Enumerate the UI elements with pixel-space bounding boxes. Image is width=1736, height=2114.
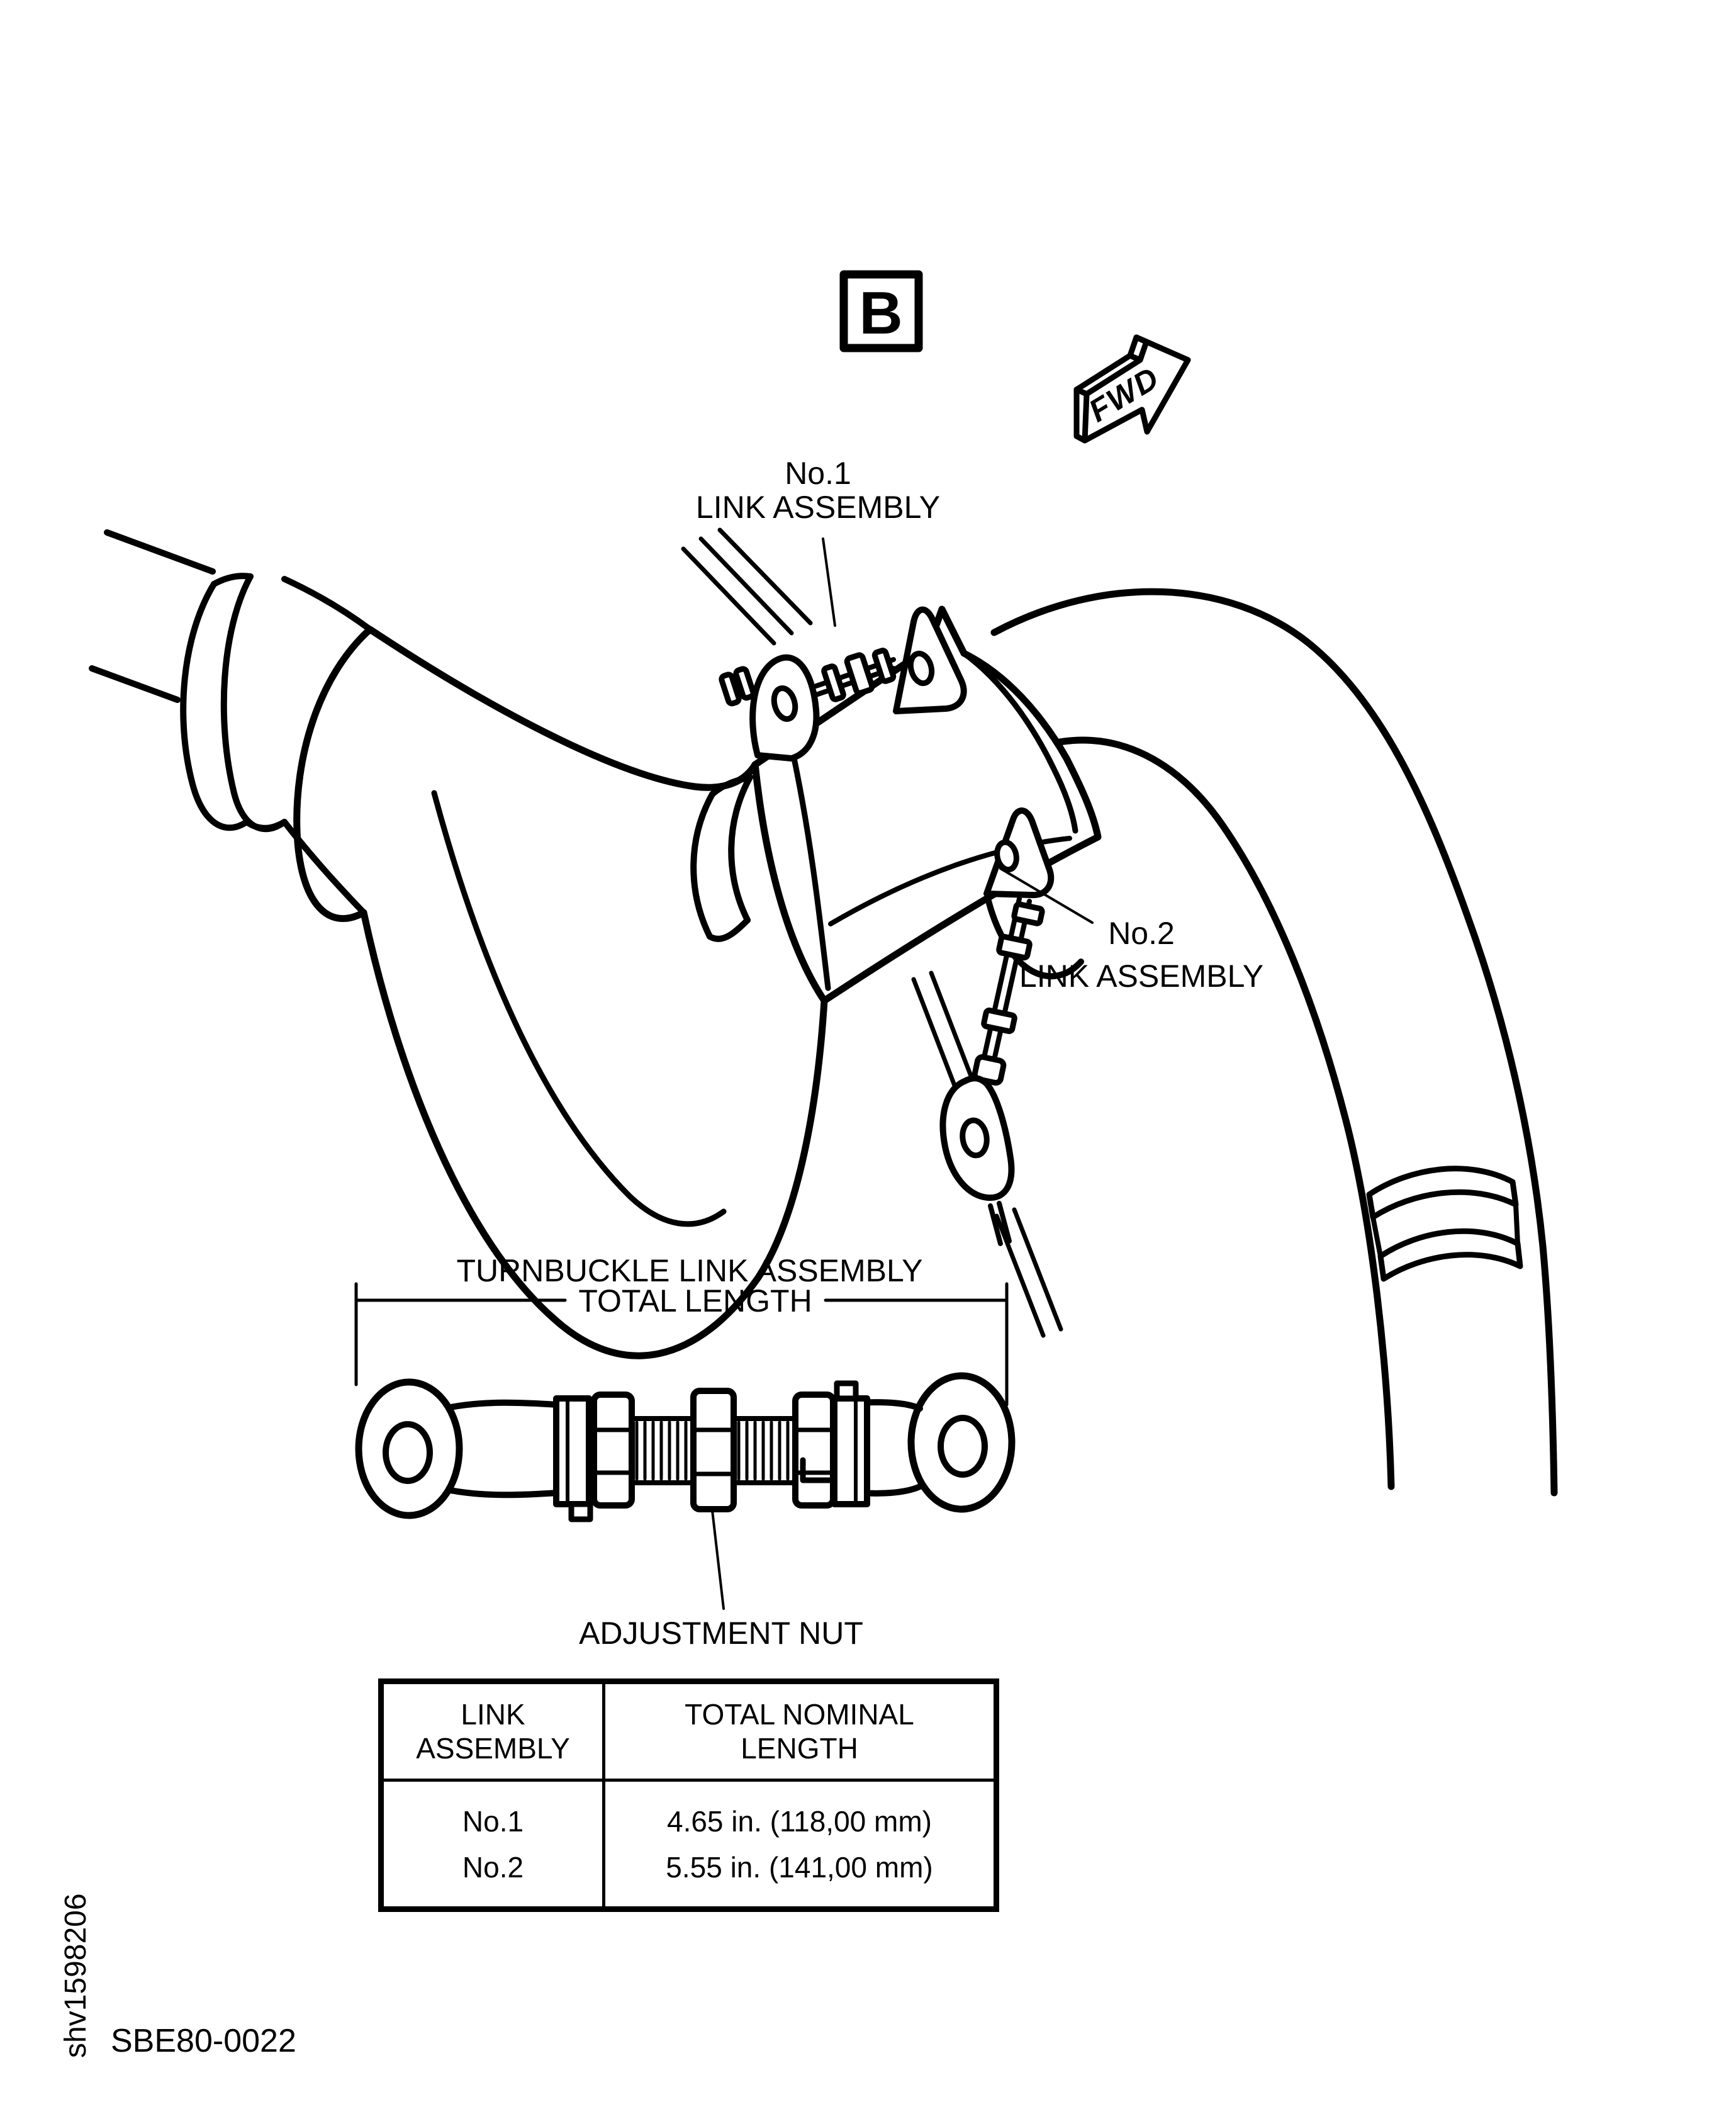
no1-leader-line (823, 539, 835, 626)
table-cell-assembly: No.2 (462, 1850, 524, 1884)
table-header-line: LINK (461, 1698, 525, 1731)
table-cell-length: 4.65 in. (118,00 mm) (666, 1804, 932, 1838)
right-pipe-clamp-ring (1369, 1169, 1520, 1279)
adjustment-nut-leader-line (712, 1510, 724, 1609)
detail-title-line1: TURNBUCKLE LINK ASSEMBLY (456, 1253, 923, 1288)
section-marker-label: B (859, 279, 903, 347)
adjustment-nut-label: ADJUSTMENT NUT (579, 1616, 863, 1651)
table-cell-length: 5.55 in. (141,00 mm) (666, 1850, 933, 1884)
right-pipe-drawing (982, 592, 1554, 1493)
table-header-line: TOTAL NOMINAL (685, 1698, 914, 1731)
no2-callout-line1: No.2 (1108, 916, 1175, 951)
no2-callout-line2: LINK ASSEMBLY (1019, 959, 1264, 994)
table-column-assembly-values (384, 1782, 605, 1906)
table-header-total-nominal-length (605, 1684, 994, 1782)
table-header-line: ASSEMBLY (416, 1732, 570, 1765)
table-header-line: LENGTH (741, 1732, 858, 1765)
left-pipe-drawing (92, 532, 824, 1356)
detail-title-line2: TOTAL LENGTH (578, 1283, 812, 1318)
figure-code-label: SBE80-0022 (111, 2023, 296, 2059)
table-header-link-assembly (384, 1684, 605, 1782)
no1-callout-line1: No.1 (785, 456, 851, 491)
link-assembly-spec-table (378, 1678, 999, 1912)
table-column-length-values (605, 1782, 994, 1906)
fwd-arrow-label: FWD (1082, 359, 1166, 429)
table-cell-assembly: No.1 (462, 1804, 524, 1838)
adjustment-nut (693, 1391, 734, 1509)
no1-callout-line2: LINK ASSEMBLY (695, 490, 941, 525)
vertical-code-label: shv1598206 (59, 1893, 92, 2058)
